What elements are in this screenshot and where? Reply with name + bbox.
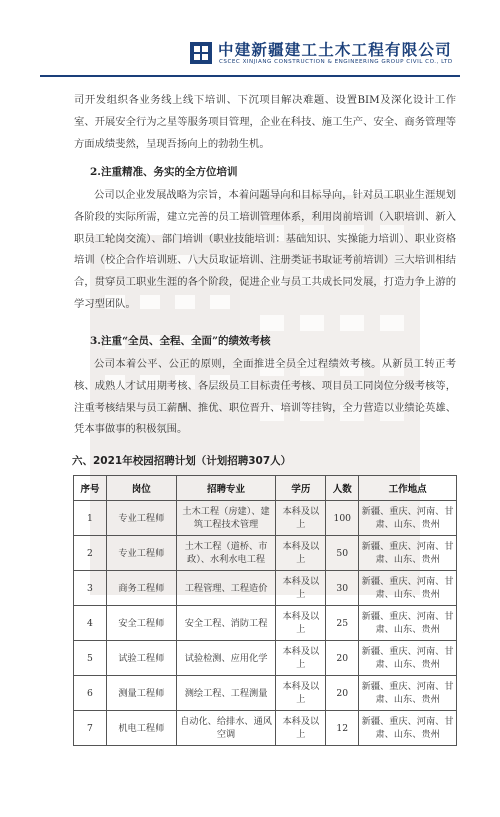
cell-no: 4 xyxy=(74,606,107,641)
cell-location: 新疆、重庆、河南、甘肃、山东、贵州 xyxy=(359,501,457,536)
cell-count: 12 xyxy=(326,711,359,746)
cell-location: 新疆、重庆、河南、甘肃、山东、贵州 xyxy=(359,641,457,676)
cell-education: 本科及以上 xyxy=(276,641,326,676)
cell-education: 本科及以上 xyxy=(276,536,326,571)
table-row xyxy=(74,501,457,536)
cell-count: 30 xyxy=(326,571,359,606)
cell-post: 测量工程师 xyxy=(106,676,176,711)
company-name-en: CSCEC XINJIANG CONSTRUCTION & ENGINEERING GROUP CIVIL CO., LTD xyxy=(219,59,453,65)
cell-no: 1 xyxy=(74,501,107,536)
col-header-post: 岗位 xyxy=(106,476,176,501)
cell-count: 20 xyxy=(326,641,359,676)
cell-post: 专业工程师 xyxy=(106,536,176,571)
cell-major: 测绘工程、工程测量 xyxy=(176,676,276,711)
cell-post: 机电工程师 xyxy=(106,711,176,746)
cell-location: 新疆、重庆、河南、甘肃、山东、贵州 xyxy=(359,606,457,641)
cell-count: 100 xyxy=(326,501,359,536)
cell-education: 本科及以上 xyxy=(276,606,326,641)
cell-count: 20 xyxy=(326,676,359,711)
col-header-count: 人数 xyxy=(326,476,359,501)
cell-location: 新疆、重庆、河南、甘肃、山东、贵州 xyxy=(359,571,457,606)
header-divider xyxy=(40,75,460,77)
heading-performance: 3.注重“全员、全程、全面”的绩效考核 xyxy=(90,335,271,347)
heading-training: 2.注重精准、务实的全方位培训 xyxy=(90,166,238,178)
table-header-row xyxy=(74,476,457,501)
table-row xyxy=(74,571,457,606)
page-header xyxy=(0,0,500,80)
paragraph-training: 公司以企业发展战略为宗旨，本着问题导向和目标导向，针对员工职业生涯规划各阶段的实际所需，建立完善的员工培训管理体系，利用岗前培训（入职培训、新入职员工轮岗交流）、部门培训（职业技能培训：基础知识、实操能力培训）、职业资格培训（校企合作培训班、八大员取证培训、注册类证书取证考前培训）三大培训相结合，贯穿员工职业生涯的各个阶段，促进企业与员工共成长同发展，打造力争上游的学习型团队。 xyxy=(74,189,456,310)
cell-education: 本科及以上 xyxy=(276,501,326,536)
recruitment-table xyxy=(73,475,457,746)
company-name-cn: 中建新疆建工土木工程有限公司 xyxy=(218,41,452,59)
cell-count: 50 xyxy=(326,536,359,571)
table-title: 六、2021年校园招聘计划（计划招聘307人） xyxy=(72,455,292,467)
cell-education: 本科及以上 xyxy=(276,711,326,746)
cell-location: 新疆、重庆、河南、甘肃、山东、贵州 xyxy=(359,536,457,571)
cell-education: 本科及以上 xyxy=(276,571,326,606)
paragraph-intro: 司开发组织各业务线上线下培训、下沉项目解决难题、设置BIM及深化设计工作室、开展安全行为之星等服务项目管理，企业在科技、施工生产、安全、商务管理等方面成绩斐然，呈现吾扬向上的勃勃生机。 xyxy=(74,94,456,150)
cell-location: 新疆、重庆、河南、甘肃、山东、贵州 xyxy=(359,711,457,746)
cell-education: 本科及以上 xyxy=(276,676,326,711)
table-row xyxy=(74,676,457,711)
cell-major: 自动化、给排水、通风空调 xyxy=(176,711,276,746)
table-row xyxy=(74,606,457,641)
cell-post: 安全工程师 xyxy=(106,606,176,641)
cell-major: 土木工程（道桥、市政）、水利水电工程 xyxy=(176,536,276,571)
col-header-education: 学历 xyxy=(276,476,326,501)
cell-no: 3 xyxy=(74,571,107,606)
cell-post: 专业工程师 xyxy=(106,501,176,536)
cell-no: 7 xyxy=(74,711,107,746)
table-row xyxy=(74,711,457,746)
col-header-major: 招聘专业 xyxy=(176,476,276,501)
cell-major: 安全工程、消防工程 xyxy=(176,606,276,641)
cell-location: 新疆、重庆、河南、甘肃、山东、贵州 xyxy=(359,676,457,711)
cell-count: 25 xyxy=(326,606,359,641)
cell-no: 2 xyxy=(74,536,107,571)
cell-major: 工程管理、工程造价 xyxy=(176,571,276,606)
table-row xyxy=(74,536,457,571)
cell-major: 土木工程（房建）、建筑工程技术管理 xyxy=(176,501,276,536)
cell-no: 6 xyxy=(74,676,107,711)
cell-post: 试验工程师 xyxy=(106,641,176,676)
cell-major: 试验检测、应用化学 xyxy=(176,641,276,676)
table-row xyxy=(74,641,457,676)
cell-no: 5 xyxy=(74,641,107,676)
col-header-location: 工作地点 xyxy=(359,476,457,501)
paragraph-performance: 公司本着公平、公正的原则，全面推进全员全过程绩效考核。从新员工转正考核、成熟人才试用期考核、各层级员工目标责任考核、项目员工同岗位分级考核等，注重考核结果与员工薪酬、推优、职位晋升、培训等挂钩，全力营造以业绩论英雄、凭本事做事的积极氛围。 xyxy=(74,358,456,436)
col-header-no: 序号 xyxy=(74,476,107,501)
cell-post: 商务工程师 xyxy=(106,571,176,606)
cscec-logo-icon xyxy=(190,42,212,64)
